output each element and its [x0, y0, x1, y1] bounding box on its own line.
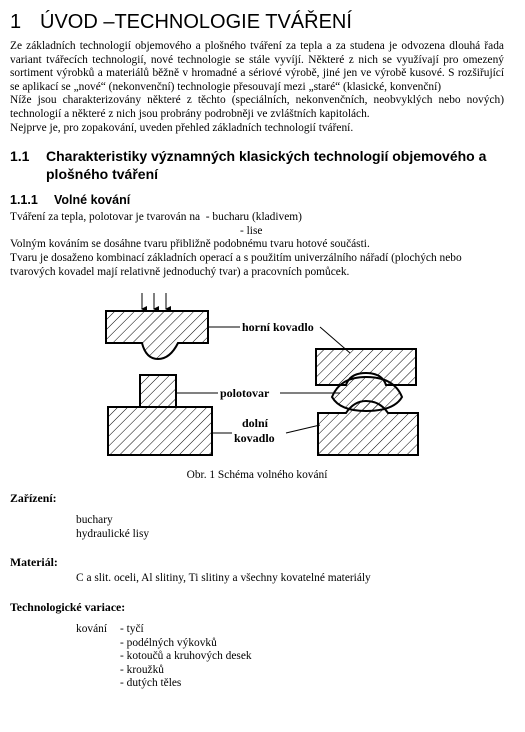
variants-key: kování — [76, 622, 108, 635]
label-billet: polotovar — [220, 386, 270, 401]
chapter-number: 1 — [10, 11, 22, 33]
chapter-heading — [10, 10, 504, 34]
lower-die-left — [108, 407, 212, 455]
forging-text — [10, 211, 504, 279]
variant-item: - kotoučů a kruhových desek — [120, 650, 252, 663]
section-title-line1: Charakteristiky významných klasických technologií objemového a — [46, 148, 487, 165]
label-lower-die-1: dolní — [242, 416, 269, 431]
forging-diagram — [10, 287, 504, 465]
equipment-label: Zařízení: — [10, 491, 57, 506]
variants-block — [10, 623, 504, 691]
intro-paragraph: Ze základních technologií objemového a plošného tváření za tepla a za studena je odvozena dlouhá řada variant tvářecích technologií, nové technologie se stále vyvíjí. Některé z nich se využívají pro omezený sortiment výrobků a materiálů běžně v hromadné a sériové výrobě, jiné jen ve výrobě kusové. S rozšiřující se aplikací se „nové“ (nekonvenční) technologie přesouvají mezi „staré“ (klasické, konvenční) — [10, 40, 504, 93]
subsection-heading — [10, 193, 504, 208]
intro-paragraph: Nejprve je, pro zopakování, uveden přehled základních technologií tváření. — [10, 121, 354, 134]
forging-line-1 — [10, 211, 504, 225]
variants-list — [120, 623, 252, 691]
equipment-list — [10, 514, 504, 541]
lower-die-right — [318, 401, 418, 455]
label-lower-die-2: kovadlo — [234, 431, 275, 446]
forging-lead: Tváření za tepla, polotovar je tvarován na - — [10, 211, 213, 224]
section-heading — [10, 147, 504, 183]
chapter-title: ÚVOD –TECHNOLOGIE TVÁŘENÍ — [40, 11, 352, 33]
material-label: Materiál: — [10, 555, 58, 570]
label-upper-die: horní kovadlo — [242, 320, 314, 335]
forging-diagram-svg — [10, 287, 504, 465]
equipment-item: buchary — [76, 514, 113, 527]
document-page — [10, 10, 504, 691]
forging-paragraph: Volným kováním se dosáhne tvaru přibližně podobnému tvaru hotové součásti. — [10, 238, 370, 251]
forging-paragraph: Tvaru je dosaženo kombinací základních operací a s použitím univerzálního nářadí (plochých nebo tvarových kovadel mají relativně jednoduchý tvar) a pracovních pomůcek. — [10, 251, 462, 278]
upper-die-left — [106, 311, 208, 359]
intro-text — [10, 40, 504, 135]
variant-item: - podélných výkovků — [120, 636, 217, 649]
section-number: 1.1 — [10, 148, 30, 165]
variant-item: - tyčí — [120, 622, 144, 635]
variant-item: - dutých těles — [120, 677, 182, 690]
subsection-title: Volné kování — [54, 193, 131, 208]
forging-option-press: - lise — [240, 224, 263, 237]
intro-paragraph: Níže jsou charakterizovány některé z těchto (speciálních, nekonvenčních, neobvyklých nebo nových) technologií a některé z nich jsou probrány podrobněji ve zvláštních kapitolách. — [10, 94, 504, 120]
leader-line — [286, 425, 320, 433]
forging-option-hammer: bucharu (kladivem) — [212, 211, 302, 224]
section-title-line2: plošného tváření — [46, 166, 159, 183]
billet-left — [140, 375, 176, 407]
subsection-number: 1.1.1 — [10, 193, 38, 208]
material-text: C a slit. oceli, Al slitiny, Ti slitiny a všechny kovatelné materiály — [76, 572, 371, 585]
equipment-item: hydraulické lisy — [76, 527, 150, 540]
variants-label: Technologické variace: — [10, 599, 126, 614]
figure-caption: Obr. 1 Schéma volného kování — [186, 469, 328, 482]
variant-item: - kroužků — [120, 663, 164, 676]
